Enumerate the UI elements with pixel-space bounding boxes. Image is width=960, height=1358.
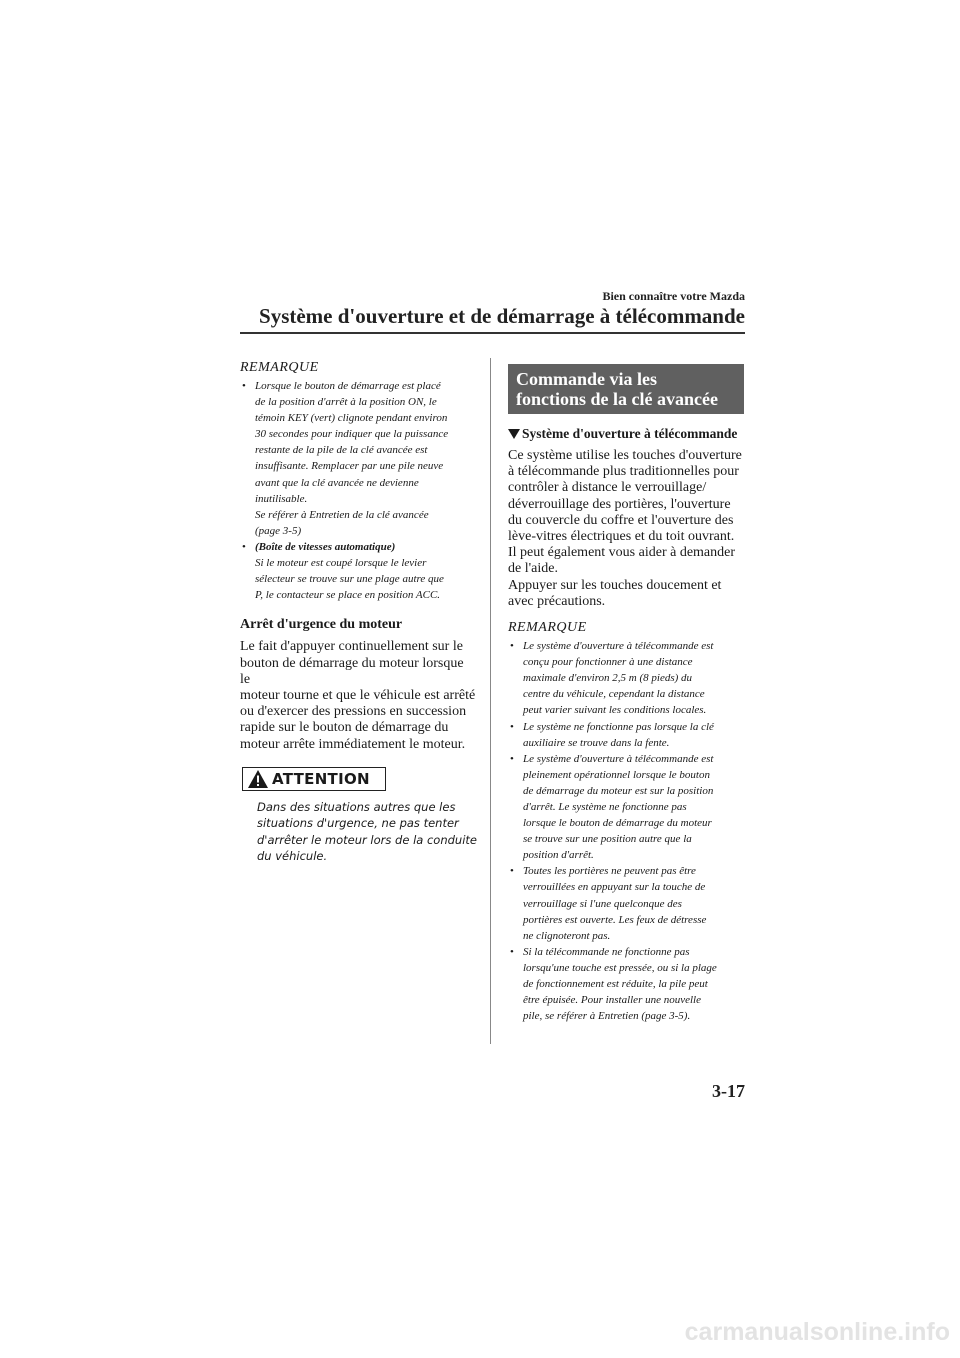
remark-title: REMARQUE [508, 620, 587, 636]
bullet-icon: • [510, 640, 514, 653]
bullet-icon: • [242, 540, 246, 553]
left-column [240, 360, 476, 864]
list-item: • Si la télécommande ne fonctionne pas lorsqu'une touche est pressée, ou si la plage de fonctionnement est réduite, la pile peut être épuisée. Pour installer une nouvelle pile, se référer à Entretien (page 3-5). [510, 945, 717, 1023]
remark-title: REMARQUE [240, 360, 319, 375]
list-item: • Le système ne fonctionne pas lorsque la clé auxiliaire se trouve dans la fente. [510, 720, 714, 749]
header-chapter-title: Bien connaître votre Mazda [602, 289, 745, 303]
column-divider [490, 358, 491, 1044]
left-notes-list [240, 378, 476, 603]
list-item: • (Boîte de vitesses automatique) Si le moteur est coupé lorsque le levier sélecteur se trouve sur une plage autre que P, le contacteur se place en position ACC. [240, 539, 476, 603]
watermark: carmanualsonline.info [684, 1318, 950, 1346]
bullet-icon: • [510, 720, 514, 733]
attention-label: ATTENTION [272, 769, 370, 788]
bullet-icon: • [242, 380, 246, 392]
header-rule [240, 332, 745, 334]
attention-box [242, 767, 386, 791]
right-column [508, 364, 745, 1024]
subsection-title: Système d'ouverture à télécommande [508, 426, 745, 442]
emergency-heading: Arrêt d'urgence du moteur [240, 617, 403, 633]
bullet-icon: • [510, 752, 514, 765]
intro-text: Ce système utilise les touches d'ouverture à télécommande plus traditionnelles pour contrôler à distance le verrouillage/ déverrouillage des portières, l'ouverture du couvercle du coffre et l'ouverture des lève-vitres électriques et du toit ouvrant. Il peut également vous aider à demander de l'aide. Appuyer sur les touches doucement et avec précautions. [508, 448, 742, 609]
list-item: • Le système d'ouverture à télécommande est pleinement opérationnel lorsque le bouton de démarrage du moteur est sur la position d'arrêt. Le système ne fonctionne pas lorsque le bouton de démarrage du moteur se trouve sur une position autre que la position d'arrêt. [510, 752, 714, 862]
list-item: • Lorsque le bouton de démarrage est placé de la position d'arrêt à la position ON, le témoin KEY (vert) clignote pendant environ 30 secondes pour indiquer que la puissance restante de la pile de la clé avancée est insuffisante. Remplacer par une pile neuve avant que la clé avancée ne devienne inutilisable. Se référer à Entretien de la clé avancée (page 3-5) [242, 380, 449, 537]
bullet-icon: • [510, 865, 514, 878]
triangle-down-icon [508, 429, 520, 439]
header-section-title: Système d'ouverture et de démarrage à télécommande [259, 304, 745, 328]
section-banner: Commande via les fonctions de la clé avancée [508, 364, 744, 414]
list-item: • Toutes les portières ne peuvent pas être verrouillées en appuyant sur la touche de verrouillage si l'une quelconque des portières est ouverte. Les feux de détresse ne clignoteront pas. [510, 865, 707, 942]
warning-triangle-icon [247, 769, 269, 789]
emergency-text: Le fait d'appuyer continuellement sur le bouton de démarrage du moteur lorsque le moteur tourne et que le véhicule est arrêté ou d'exercer des pressions en succession rapide sur le bouton de démarrage du moteur arrête immédiatement le moteur. [240, 639, 476, 752]
bullet-icon: • [510, 945, 514, 958]
page-number: 3-17 [712, 1081, 745, 1101]
attention-text: Dans des situations autres que les situations d'urgence, ne pas tenter d'arrêter le moteur lors de la conduite du véhicule. [257, 799, 477, 863]
list-item: • Le système d'ouverture à télécommande est conçu pour fonctionner à une distance maximale d'environ 2,5 m (8 pieds) du centre du véhicule, cependant la distance peut varier suivant les conditions locales. [510, 640, 714, 717]
right-notes-list [508, 638, 745, 1024]
note-heading: (Boîte de vitesses automatique) [255, 540, 396, 553]
